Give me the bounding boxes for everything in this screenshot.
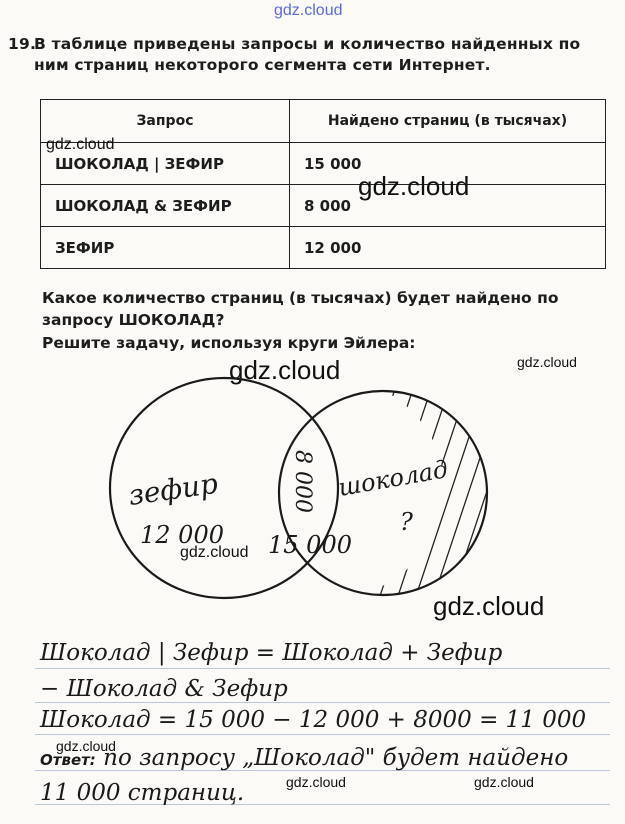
question-line-1: Какое количество страниц (в тысячах) будет найдено по <box>42 289 559 307</box>
row-query: ШОКОЛАД | ЗЕФИР <box>41 143 290 185</box>
watermark-table-left: gdz.cloud <box>46 136 115 153</box>
row-query: ШОКОЛАД & ЗЕФИР <box>41 185 290 227</box>
ruled-line <box>35 702 610 703</box>
solution-line-1: Шоколад | Зефир = Шоколад + Зефир <box>40 640 503 666</box>
question-line-2: запросу ШОКОЛАД? <box>42 311 225 329</box>
watermark-question-center: gdz.cloud <box>229 355 341 385</box>
watermark-question-right: gdz.cloud <box>517 354 577 370</box>
row-count: 15 000 <box>290 143 606 185</box>
header-count: Найдено страниц (в тысячах) <box>290 100 606 143</box>
watermark-bottom-right: gdz.cloud <box>474 774 534 790</box>
answer-text: по запросу „Шоколад" будет найдено <box>103 745 569 771</box>
zefir-value: 12 000 <box>140 521 224 549</box>
chocolate-label: шоколад <box>336 455 451 502</box>
problem-text: В таблице приведены запросы и количество найденных по ним страниц некоторого сегмента сети Интернет. <box>34 35 581 74</box>
row-count: 8 000 <box>290 185 606 227</box>
question-line-3: Решите задачу, используя круги Эйлера: <box>42 334 416 352</box>
zefir-label: зефир <box>126 466 220 512</box>
solution-line-2: − Шоколад & Зефир <box>40 676 288 702</box>
solution-line-3: Шоколад = 15 000 − 12 000 + 8000 = 11 000 <box>40 707 587 733</box>
watermark-top: gdz.cloud <box>274 2 343 19</box>
answer-line <box>40 745 568 771</box>
solution-line-5: 11 000 страниц. <box>40 780 245 806</box>
chocolate-value: ? <box>400 508 413 536</box>
row-query: ЗЕФИР <box>41 227 290 269</box>
union-value: 15 000 <box>268 531 352 559</box>
problem-number: 19. <box>8 35 37 53</box>
ruled-line <box>35 734 610 735</box>
watermark-bottom-center: gdz.cloud <box>286 774 346 790</box>
intersection-value: 8 000 <box>290 450 315 513</box>
answer-label: Ответ: <box>40 751 96 769</box>
watermark-bottom-left: gdz.cloud <box>56 738 116 754</box>
ruled-line <box>35 668 610 669</box>
watermark-table-center: gdz.cloud <box>358 171 470 201</box>
watermark-diagram-right: gdz.cloud <box>433 591 545 621</box>
row-count: 12 000 <box>290 227 606 269</box>
watermark-diagram-center: gdz.cloud <box>180 544 249 561</box>
header-query: Запрос <box>41 100 290 143</box>
